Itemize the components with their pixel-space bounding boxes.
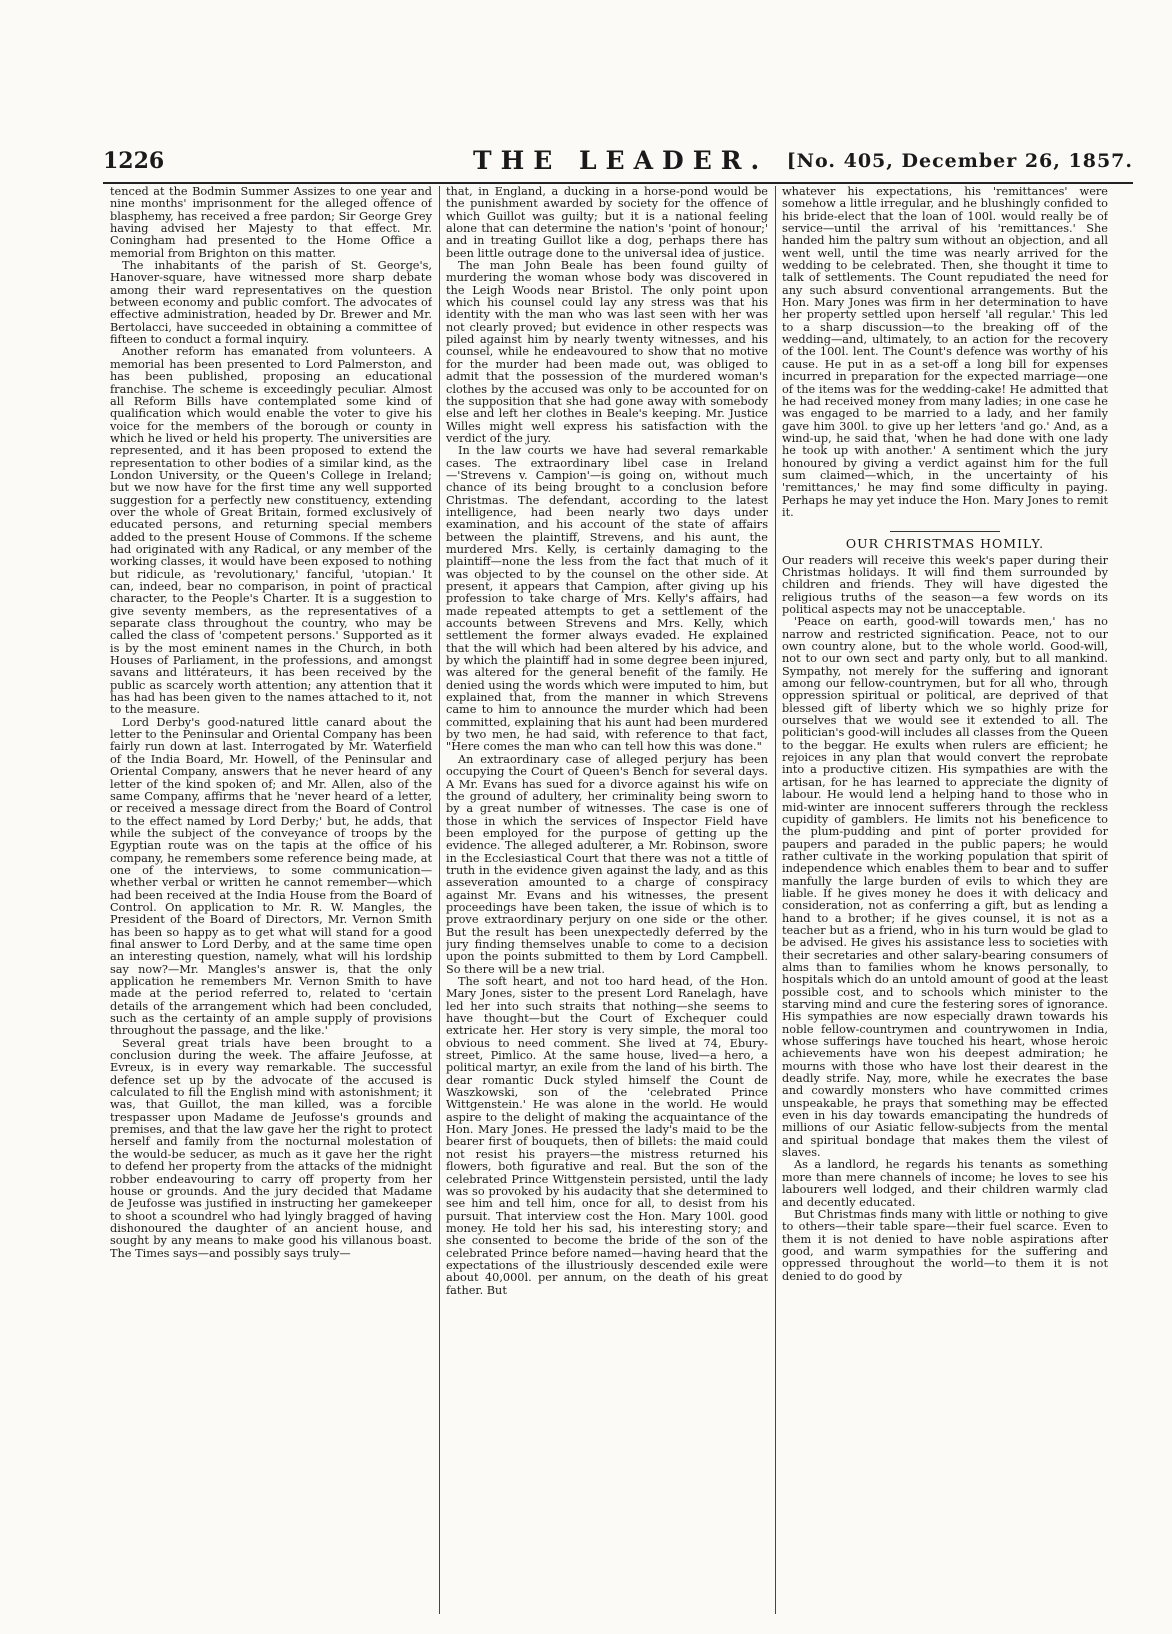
paragraph: An extraordinary case of alleged perjury has been occupying the Court of Queen's Bench for several days. A Mr. Evans has sued for a divorce against his wife on the ground of adultery, her criminality being sworn to by a great number of witnesses. The case is one of those in which the services of Inspector Field have been employed for the purpose of getting up the evidence. The alleged adulterer, a Mr. Robinson, swore in the Ecclesiastical Court that there was not a tittle of truth in the evidence given against the lady, and as this asseveration amounted to a charge of conspiracy against Mr. Evans and his witnesses, the present proceedings have been taken, the issue of which is to prove extraordinary perjury on one side or the other. But the result has been unexpectedly deferred by the jury finding themselves unable to come to a decision upon the points submitted to them by Lord Campbell. So there will be a new trial. xyxy=(446,752,768,976)
paragraph: Another reform has emanated from volunteers. A memorial has been presented to Lord Palmerston, and has been published, proposing an educational franchise. The scheme is exceedingly peculiar. Almost all Reform Bills have contemplated some kind of qualification which would enable the voter to give his voice for the members of the borough or county in which he lived or held his property. The universities are represented, and it has been proposed to extend the representation to other bodies of a similar kind, as the London University, or the Queen's College in Ireland; but we now have for the first time any well supported suggestion for a perfectly new constituency, extending over the whole of Great Britain, formed exclusively of educated persons, and returning special members added to the present House of Commons. If the scheme had originated with any Radical, or any member of the working classes, it would have been exposed to nothing but ridicule, as 'revolutionary,' fanciful, 'utopian.' It can, indeed, bear no comparison, in point of practical character, to the People's Charter. It is a suggestion to give seventy members, as the representatives of a separate class throughout the country, who may be called the class of 'competent persons.' Supported as it is by the most eminent names in the Church, in both Houses of Parliament, in the professions, and amongst savans and littérateurs, it has been received by the public as scarcely worth attention; any attention that it has had has been given to the names attached to it, not to the measure. xyxy=(110,345,432,717)
paragraph: The man John Beale has been found guilty of murdering the woman whose body was discovered in the Leigh Woods near Bristol. The only point upon which his counsel could lay any stress was that his identity with the man who was last seen with her was not clearly proved; but evidence in other respects was piled against him by nearly twenty witnesses, and his counsel, while he endeavoured to show that no motive for the murder had been made out, was obliged to admit that the possession of the murdered woman's clothes by the accused was only to be accounted for on the supposition that she had gone away with somebody else and left her clothes in Beale's keeping. Mr. Justice Willes might well express his satisfaction with the verdict of the jury. xyxy=(446,259,768,445)
section-heading: OUR CHRISTMAS HOMILY. xyxy=(845,536,1045,552)
section-divider xyxy=(890,531,1000,532)
paragraph: The soft heart, and not too hard head, of the Hon. Mary Jones, sister to the present Lord Ranelagh, have led her into such straits that nothing—she seems to have thought—but the Court of Exchequer could extricate her. Her story is very simple, the moral too obvious to need comment. She lived at 74, Ebury-street, Pimlico. At the same house, lived—a hero, a political martyr, an exile from the land of his birth. The dear romantic Duck styled himself the Count de Waszkowski, son of the 'celebrated Prince Wittgenstein.' He was alone in the world. He would aspire to the delight of making the acquaintance of the Hon. Mary Jones. He pressed the lady's maid to be the bearer first of bouquets, then of billets: the maid could not resist his prayers—the mistress returned his flowers, both figurative and real. But the son of the celebrated Prince Wittgenstein persisted, until the lady was so provoked by his audacity that she determined to see him and tell him, once for all, to desist from his pursuit. That interview cost the Hon. Mary 100l. good money. He told her his sad, his interesting story; and she consented to become the bride of the son of the celebrated Prince before named—having heard that the expectations of the illustriously descended exile were about 40,000l. per annum, on the death of his great father. But xyxy=(446,975,768,1297)
paragraph: Our readers will receive this week's paper during their Christmas holidays. It will find them surrounded by children and friends. They will have digested the religious truths of the season—a few words on its political aspects may not be unacceptable. xyxy=(782,553,1108,616)
paragraph: Lord Derby's good-natured little canard about the letter to the Peninsular and Oriental Company has been fairly run down at last. Interrogated by Mr. Waterfield of the India Board, Mr. Howell, of the Peninsular and Oriental Company, answers that he never heard of any letter of the kind spoken of; and Mr. Allen, also of the same Company, affirms that he 'never heard of a letter, or received a message direct from the Board of Control to the effect named by Lord Derby;' but, he adds, that while the subject of the conveyance of troops by the Egyptian route was on the tapis at the office of his company, he remembers some reference being made, at one of the interviews, to some communication—whether verbal or written he cannot remember—which had been received at the India House from the Board of Control. On application to Mr. R. W. Mangles, the President of the Board of Directors, Mr. Vernon Smith has been so happy as to get what will stand for a good final answer to Lord Derby, and at the same time open an interesting question, namely, what will his lordship say now?—Mr. Mangles's answer is, that the only application he remembers Mr. Vernon Smith to have made at the period referred to, related to 'certain details of the arrangement which had been concluded, such as the certainty of an ample supply of provisions throughout the passage, and the like.' xyxy=(110,715,432,1038)
column-1 xyxy=(110,186,432,1616)
paragraph: As a landlord, he regards his tenants as something more than mere channels of income; he loves to see his labourers well lodged, and their children warmly clad and decently educated. xyxy=(782,1158,1108,1209)
paragraph: The inhabitants of the parish of St. George's, Hanover-square, have witnessed more sharp debate among their ward representatives on the question between economy and public comfort. The advocates of effective administration, headed by Dr. Brewer and Mr. Bertolacci, have succeeded in obtaining a committee of fifteen to conduct a formal inquiry. xyxy=(110,259,432,347)
paragraph: In the law courts we have had several remarkable cases. The extraordinary libel case in Ireland—'Strevens v. Campion'—is going on, without much chance of its being brought to a conclusion before Christmas. The defendant, according to the latest intelligence, had been nearly two days under examination, and his account of the state of affairs between the plaintiff, Strevens, and his aunt, the murdered Mrs. Kelly, is certainly damaging to the plaintiff—none the less from the fact that much of it was objected to by the counsel on the other side. At present, it appears that Campion, after giving up his profession to take charge of Mrs. Kelly's affairs, had made repeated attempts to get a settlement of the accounts between Strevens and Mrs. Kelly, which settlement the former always evaded. He explained that the will which had been altered by his advice, and by which the plaintiff had in some degree been injured, was altered for the general benefit of the family. He denied using the words which were imputed to him, but explained that, from the manner in which Strevens came to him to announce the murder which had been committed, explaining that his aunt had been murdered by two men, he had said, with reference to that fact, "Here comes the man who can tell how this was done." xyxy=(446,444,768,754)
paragraph: But Christmas finds many with little or nothing to give to others—their table spare—their fuel scarce. Even to them it is not denied to have noble aspirations after good, and warm sympathies for the suffering and oppressed throughout the world—to them it is not denied to do good by xyxy=(782,1207,1108,1283)
paragraph: Several great trials have been brought to a conclusion during the week. The affaire Jeufosse, at Evreux, is in every way remarkable. The successful defence set up by the advocate of the accused is calculated to fill the English mind with astonishment; it was, that Guillot, the man killed, was a forcible trespasser upon Madame de Jeufosse's grounds and premises, and that the law gave her the right to protect herself and family from the nocturnal molestation of the would-be seducer, as much as it gave her the right to defend her property from the attacks of the midnight robber endeavouring to carry off property from her house or grounds. And the jury decided that Madame de Jeufosse was justified in instructing her gamekeeper to shoot a scoundrel who had lyingly bragged of having dishonoured the daughter of an ancient house, and sought by any means to make good his villanous boast. The Times says—and possibly says truly— xyxy=(110,1036,432,1260)
issue-info: [No. 405, December 26, 1857. xyxy=(786,150,1133,172)
page-number: 1226 xyxy=(103,148,165,174)
column-2 xyxy=(446,186,768,1616)
page-header xyxy=(103,148,1133,184)
paragraph: whatever his expectations, his 'remittances' were somehow a little irregular, and he blushingly confided to his bride-elect that the loan of 100l. would really be of service—until the arrival of his 'remittances.' She handed him the paltry sum without an objection, and all went well, until the time was nearly arrived for the wedding to be celebrated. Then, she thought it time to talk of settlements. The Count repudiated the need for any such absurd conventional arrangements. But the Hon. Mary Jones was firm in her determination to have her property settled upon herself 'all regular.' This led to a sharp discussion—to the breaking off of the wedding—and, ultimately, to an action for the recovery of the 100l. lent. The Count's defence was worthy of his cause. He put in as a set-off a long bill for expenses incurred in preparation for the expected marriage—one of the items was for the wedding-cake! He admitted that he had received money from many ladies; in one case he was engaged to be married to a lady, and her family gave him 300l. to give up her letters 'and go.' And, as a wind-up, he said that, 'when he had done with one lady he took up with another.' A sentiment which the jury honoured by giving a verdict against him for the full sum claimed—which, in the uncertainty of his 'remittances,' he may find some difficulty in paying. Perhaps he may yet induce the Hon. Mary Jones to remit it. xyxy=(782,186,1108,519)
masthead-title: THE LEADER. xyxy=(473,146,769,175)
paragraph: that, in England, a ducking in a horse-pond would be the punishment awarded by society for the offence of which Guillot was guilty; but it is a national feeling alone that can determine the nation's 'point of honour;' and in treating Guillot like a dog, perhaps there has been little outrage done to the universal idea of justice. xyxy=(446,186,768,260)
column-divider xyxy=(439,186,440,1614)
paragraph: tenced at the Bodmin Summer Assizes to one year and nine months' imprisonment for the alleged offence of blasphemy, has received a free pardon; Sir George Grey having advised her Majesty to that effect. Mr. Coningham had presented to the Home Office a memorial from Brighton on this matter. xyxy=(110,186,432,260)
column-divider xyxy=(775,186,776,1614)
column-3 xyxy=(782,186,1108,1616)
paragraph: 'Peace on earth, good-will towards men,' has no narrow and restricted signification. Peace, not to our own country alone, but to the whole world. Good-will, not to our own sect and party only, but to all mankind. Sympathy, not merely for the suffering and ignorant among our fellow-countrymen, but for all who, through oppression spiritual or political, are deprived of that blessed gift of liberty which we so highly prize for ourselves that we would see it extended to all. The politician's good-will includes all classes from the Queen to the beggar. He exults when rulers are efficient; he rejoices in any plan that would convert the reprobate into a productive citizen. His sympathies are with the artisan, for he has learned to appreciate the dignity of labour. He would lend a helping hand to those who in mid-winter are innocent sufferers through the reckless cupidity of gamblers. He limits not his beneficence to the plum-pudding and pint of porter provided for paupers and paraded in the public papers; he would rather cultivate in the working population that spirit of independence which enables them to bear and to suffer manfully the large burden of evils to which they are liable. If he gives money he does it with delicacy and consideration, not as conferring a gift, but as lending a hand to a brother; if he gives counsel, it is not as a teacher but as a friend, who in his turn would be glad to be advised. He gives his assistance less to societies with their secretaries and other salary-bearing consumers of alms than to families whom he knows personally, to hospitals which do an untold amount of good at the least possible cost, and to schools which minister to the starving mind and cure the festering sores of ignorance. His sympathies are now especially drawn towards his noble fellow-countrymen and countrywomen in India, whose sufferings have touched his heart, whose heroic achievements have won his deepest admiration; he mourns with those who have lost their dearest in the deadly strife. Nay, more, while he execrates the base and cowardly monsters who have committed crimes unspeakable, he prays that something may be effected even in his day towards emancipating the hundreds of millions of our Asiatic fellow-subjects from the mental and spiritual bondage that makes them the vilest of slaves. xyxy=(782,615,1108,1160)
